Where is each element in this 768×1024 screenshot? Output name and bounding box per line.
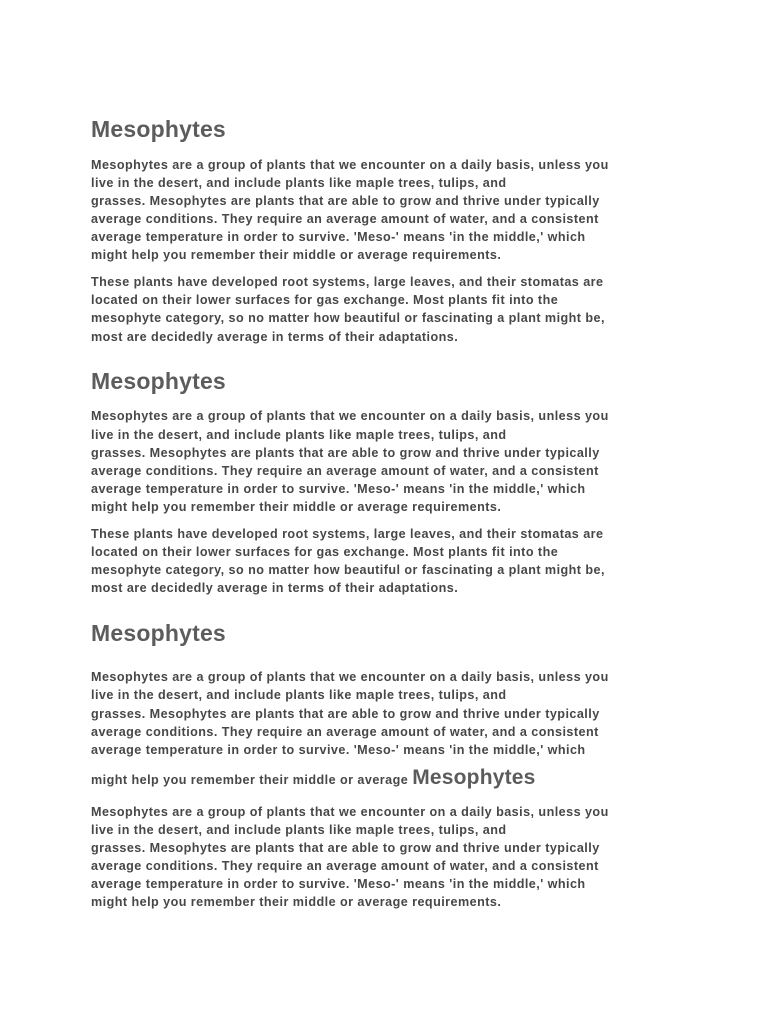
section-1-para-1-line-6: might help you remember their middle or average requirements. [91,248,502,262]
section-3-para-1-line-3: grasses. Mesophytes are plants that are able to grow and thrive under typically [91,707,600,721]
section-2-para-1-line-6: might help you remember their middle or average requirements. [91,500,502,514]
section-3-heading: Mesophytes [91,620,226,646]
section-1-para-1-line-3: grasses. Mesophytes are plants that are able to grow and thrive under typically [91,194,600,208]
section-2-para-2-line-3: mesophyte category, so no matter how beautiful or fascinating a plant might be, [91,563,605,577]
section-2-para-1-line-3: grasses. Mesophytes are plants that are able to grow and thrive under typically [91,446,600,460]
section-2-para-1-line-1: Mesophytes are a group of plants that we encounter on a daily basis, unless you [91,409,609,423]
section-1-para-2-line-1: These plants have developed root systems, large leaves, and their stomatas are [91,275,604,289]
section-3-para-1-line-5: average temperature in order to survive. 'Meso-' means 'in the middle,' which [91,743,586,757]
section-3-para-1-line-2: live in the desert, and include plants like maple trees, tulips, and [91,688,507,702]
section-2-para-1-line-4: average conditions. They require an average amount of water, and a consistent [91,464,599,478]
section-2-para-2-line-1: These plants have developed root systems, large leaves, and their stomatas are [91,527,604,541]
section-2-para-2-line-4: most are decidedly average in terms of their adaptations. [91,581,459,595]
section-1-heading: Mesophytes [91,116,226,142]
section-4-para-1-line-5: average temperature in order to survive. 'Meso-' means 'in the middle,' which [91,877,586,891]
section-4-para-1-line-3: grasses. Mesophytes are plants that are able to grow and thrive under typically [91,841,600,855]
section-4-para-1-line-4: average conditions. They require an average amount of water, and a consistent [91,859,599,873]
section-1-para-1-line-5: average temperature in order to survive. 'Meso-' means 'in the middle,' which [91,230,586,244]
section-1-para-2-line-3: mesophyte category, so no matter how beautiful or fascinating a plant might be, [91,311,605,325]
section-3-para-1-line-6 [91,766,536,792]
section-1-para-2-line-4: most are decidedly average in terms of their adaptations. [91,330,459,344]
section-1-para-1-line-2: live in the desert, and include plants like maple trees, tulips, and [91,176,507,190]
section-3-last-line-text: might help you remember their middle or average [91,773,409,787]
section-3-para-1-line-1: Mesophytes are a group of plants that we encounter on a daily basis, unless you [91,670,609,684]
section-1-para-1-line-1: Mesophytes are a group of plants that we encounter on a daily basis, unless you [91,158,609,172]
section-2-heading: Mesophytes [91,368,226,394]
section-3-para-1-line-4: average conditions. They require an average amount of water, and a consistent [91,725,599,739]
section-4-para-1-line-2: live in the desert, and include plants like maple trees, tulips, and [91,823,507,837]
section-1-para-2-line-2: located on their lower surfaces for gas exchange. Most plants fit into the [91,293,559,307]
section-4-para-1-line-1: Mesophytes are a group of plants that we encounter on a daily basis, unless you [91,805,609,819]
section-1-para-1-line-4: average conditions. They require an average amount of water, and a consistent [91,212,599,226]
section-2-para-1-line-5: average temperature in order to survive. 'Meso-' means 'in the middle,' which [91,482,586,496]
section-2-para-2-line-2: located on their lower surfaces for gas exchange. Most plants fit into the [91,545,559,559]
section-4-para-1-line-6: might help you remember their middle or average requirements. [91,895,502,909]
inline-heading: Mesophytes [412,766,536,789]
section-2-para-1-line-2: live in the desert, and include plants like maple trees, tulips, and [91,428,507,442]
